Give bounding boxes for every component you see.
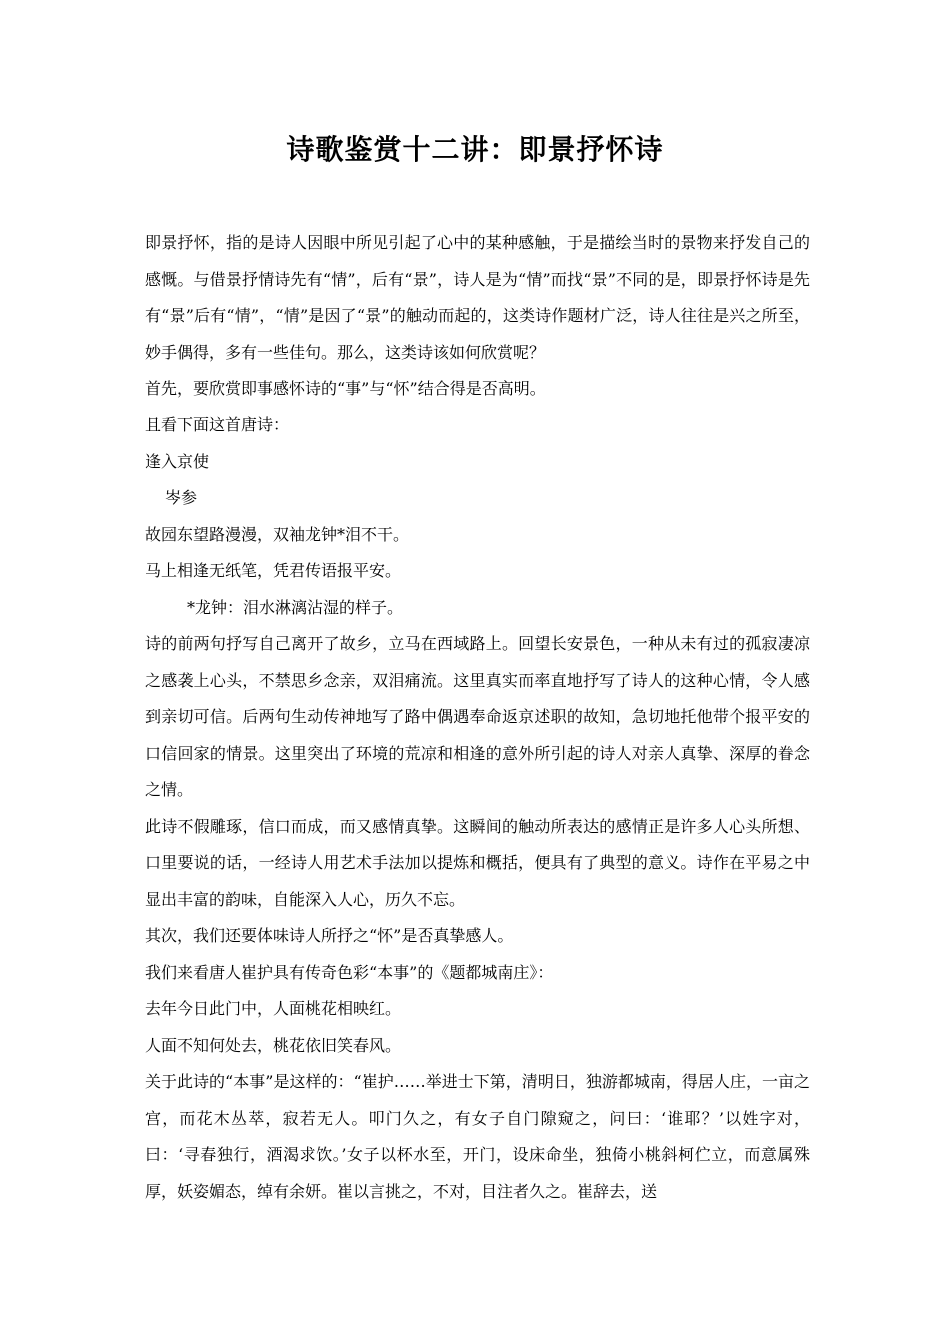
document-body [145, 225, 810, 1210]
paragraph-analysis: 诗的前两句抒写自己离开了故乡，立马在西域路上。回望长安景色，一种从未有过的孤寂凄凉之感袭上心头，不禁思乡念亲，双泪痛流。这里真实而率直地抒写了诗人的这种心情，令人感到亲切可信。后两句生动传神地写了路中偶遇奉命返京述职的故知，急切地托他带个报平安的口信回家的情景。这里突出了环境的荒凉和相逢的意外所引起的诗人对亲人真挚、深厚的眷念之情。 [145, 634, 810, 799]
paragraph-story: 关于此诗的“本事”是这样的：“崔护……举进士下第，清明日，独游都城南，得居人庄，一亩之宫，而花木丛萃，寂若无人。叩门久之，有女子自门隙窥之，问曰：‘谁耶？’以姓字对，曰：‘寻春独行，酒渴求饮。’女子以杯水至，开门，设床命坐，独倚小桃斜柯伫立，而意属殊厚，妖姿媚态，绰有余妍。崔以言挑之，不对，目注者久之。崔辞去，送 [145, 1072, 810, 1201]
poem-line: 马上相逢无纸笔，凭君传语报平安。 [145, 561, 402, 580]
paragraph-lead-in: 我们来看唐人崔护具有传奇色彩“本事”的《题都城南庄》： [145, 962, 554, 982]
paragraph-first-point: 首先，要欣赏即事感怀诗的“事”与“怀”结合得是否高明。 [145, 379, 546, 398]
paragraph-lead-in: 且看下面这首唐诗： [145, 415, 290, 434]
document-title: 诗歌鉴赏十二讲：即景抒怀诗 [286, 133, 664, 166]
poem-line: 人面不知何处去，桃花依旧笑春风。 [145, 1035, 402, 1055]
paragraph-intro: 即景抒怀，指的是诗人因眼中所见引起了心中的某种感触，于是描绘当时的景物来抒发自己的感慨。与借景抒情诗先有“情”，后有“景”，诗人是为“情”而找“景”不同的是，即景抒怀诗是先有“景”后有“情”，“情”是因了“景”的触动而起的，这类诗作题材广泛，诗人往往是兴之所至，妙手偶得，多有一些佳句。那么，这类诗该如何欣赏呢？ [145, 233, 810, 362]
poem-line: 故园东望路漫漫，双袖龙钟*泪不干。 [145, 524, 410, 544]
poem-author: 岑参 [165, 488, 198, 507]
paragraph-second-point: 其次，我们还要体味诗人所抒之“怀”是否真挚感人。 [145, 926, 514, 945]
paragraph-analysis: 此诗不假雕琢，信口而成，而又感情真挚。这瞬间的触动所表达的感情正是许多人心头所想、口里要说的话，一经诗人用艺术手法加以提炼和概括，便具有了典型的意义。诗作在平易之中显出丰富的韵味，自能深入人心，历久不忘。 [145, 816, 810, 909]
poem-line: 去年今日此门中，人面桃花相映红。 [145, 999, 402, 1018]
poem-title: 逢入京使 [145, 451, 210, 471]
poem-footnote: *龙钟：泪水淋漓沾湿的样子。 [187, 597, 404, 617]
